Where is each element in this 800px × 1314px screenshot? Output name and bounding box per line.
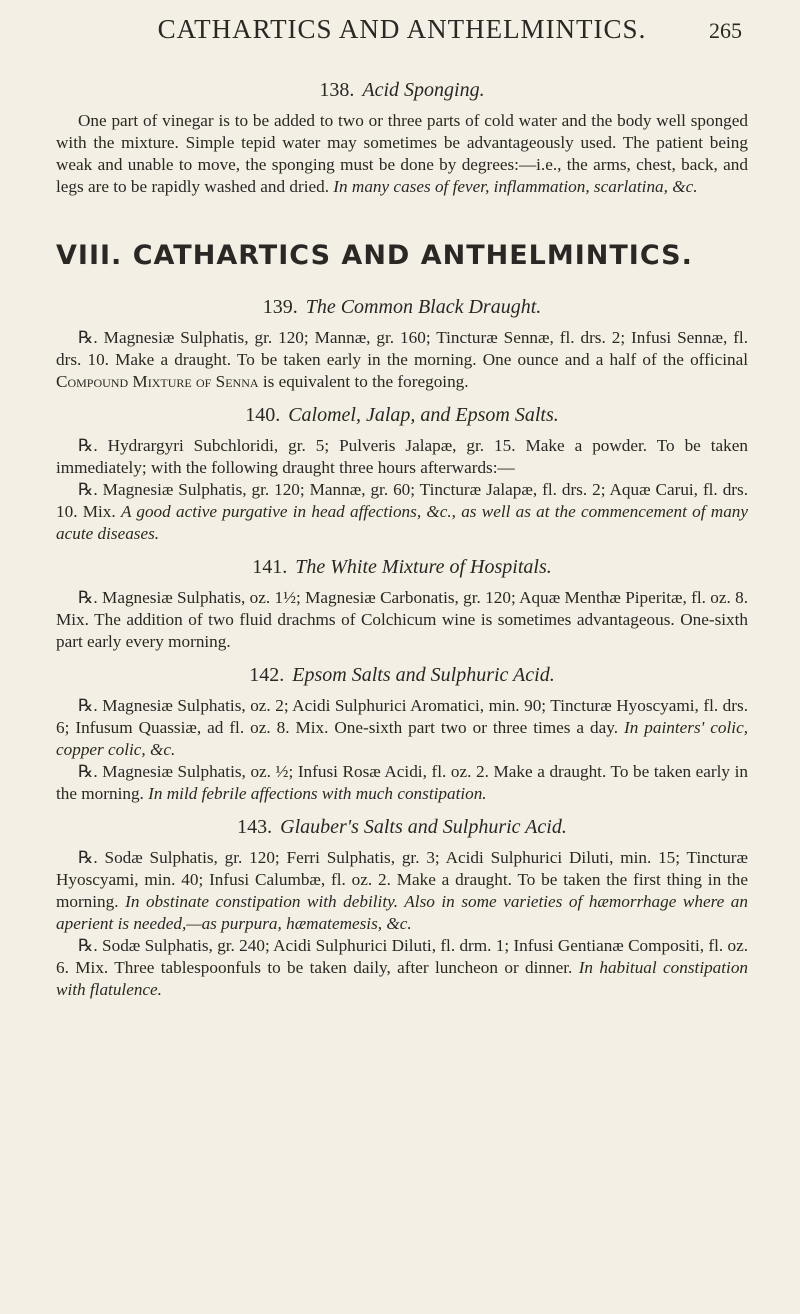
recipe-143-first [56, 847, 748, 935]
recipe-142-first [56, 695, 748, 761]
recipe-140-title [56, 403, 748, 427]
recipe-indication: In many cases of fever, inflammation, scarlatina, &c. [333, 177, 698, 196]
recipe-body: ℞. Magnesiæ Sulphatis, gr. 120; Mannæ, gr. 160; Tincturæ Sennæ, fl. drs. 2; Infusi Sennæ, fl. drs. 10. Make a draught. To be taken early in the morning. One ounce and a half of the officinal [56, 328, 748, 369]
recipe-name: The White Mixture of Hospitals. [295, 556, 552, 578]
recipe-name: Acid Sponging. [362, 79, 485, 101]
recipe-indication: In painters' colic, copper colic, &c. [56, 718, 748, 759]
recipe-reference: Compound Mixture of Senna [56, 372, 259, 391]
recipe-body: ℞. Magnesiæ Sulphatis, oz. ½; Infusi Rosæ Acidi, fl. oz. 2. Make a draught. To be taken early in the morning. [56, 762, 748, 803]
recipe-139-title [56, 295, 748, 319]
recipe-140-powder: ℞. Hydrargyri Subchloridi, gr. 5; Pulveris Jalapæ, gr. 15. Make a powder. To be taken immediately; with the following draught three hours afterwards:— [56, 436, 748, 477]
recipe-body: One part of vinegar is to be added to two or three parts of cold water and the body well sponged with the mixture. Simple tepid water may sometimes be advantageously used. The patient being weak and unable to move, the sponging must be done by degrees:—i.e., the arms, chest, back, and legs are to be rapidly washed and dried. [56, 111, 748, 196]
recipe-indication: A good active purgative in head affections, &c., as well as at the commencement of many acute diseases. [56, 502, 749, 543]
page-number: 265 [709, 18, 742, 43]
running-head [56, 14, 748, 68]
recipe-143-title [56, 815, 748, 839]
recipe-141-text: ℞. Magnesiæ Sulphatis, oz. 1½; Magnesiæ Carbonatis, gr. 120; Aquæ Menthæ Piperitæ, fl. oz. 8. Mix. The addition of two fluid drachms of Colchicum wine is sometimes advantageous. One-sixth part early every morning. [56, 588, 748, 651]
recipe-body: ℞. Sodæ Sulphatis, gr. 120; Ferri Sulphatis, gr. 3; Acidi Sulphurici Diluti, min. 15; Tincturæ Hyoscyami, min. 40; Infusi Calumbæ, fl. oz. 2. Make a draught. To be taken the first thing in the morning. [56, 848, 748, 911]
running-title: CATHARTICS AND ANTHELMINTICS. [157, 14, 647, 44]
recipe-138-title [56, 78, 748, 102]
recipe-name: Glauber's Salts and Sulphuric Acid. [280, 816, 567, 838]
recipe-indication: In obstinate constipation with debility. Also in some varieties of hæmorrhage where an aperient is needed,—as purpura, hæmatemesis, &c. [56, 892, 748, 933]
recipe-143-second [56, 935, 748, 1001]
section-heading: VIII. CATHARTICS AND ANTHELMINTICS. [56, 240, 693, 271]
recipe-number: 143. [237, 816, 273, 838]
recipe-number: 139. [262, 296, 298, 318]
recipe-body-end: is equivalent to the foregoing. [262, 372, 469, 391]
recipe-142-title [56, 663, 748, 687]
recipe-name: Calomel, Jalap, and Epsom Salts. [288, 404, 559, 426]
recipe-139-text [56, 327, 748, 393]
recipe-number: 140. [245, 404, 281, 426]
recipe-body: ℞. Magnesiæ Sulphatis, oz. 2; Acidi Sulphurici Aromatici, min. 90; Tincturæ Hyoscyami, fl. drs. 6; Infusum Quassiæ, ad fl. oz. 8. Mix. One-sixth part two or three times a day. [56, 696, 748, 737]
recipe-number: 142. [249, 664, 285, 686]
recipe-body: ℞. Sodæ Sulphatis, gr. 240; Acidi Sulphurici Diluti, fl. drm. 1; Infusi Gentianæ Compositi, fl. oz. 6. Mix. Three tablespoonfuls to be taken daily, after luncheon or dinner. [56, 936, 748, 977]
recipe-142-second [56, 761, 748, 805]
recipe-number: 141. [252, 556, 288, 578]
recipe-indication: In mild febrile affections with much constipation. [148, 784, 487, 803]
recipe-name: The Common Black Draught. [305, 296, 542, 318]
recipe-138-text [56, 110, 748, 198]
recipe-body: ℞. Magnesiæ Sulphatis, gr. 120; Mannæ, gr. 60; Tincturæ Jalapæ, fl. drs. 2; Aquæ Carui, fl. drs. 10. Mix. [56, 480, 748, 521]
recipe-140-draught [56, 479, 748, 545]
recipe-name: Epsom Salts and Sulphuric Acid. [292, 664, 555, 686]
recipe-141-title [56, 555, 748, 579]
recipe-number: 138. [319, 79, 355, 101]
recipe-indication: In habitual constipation with flatulence. [56, 958, 749, 999]
